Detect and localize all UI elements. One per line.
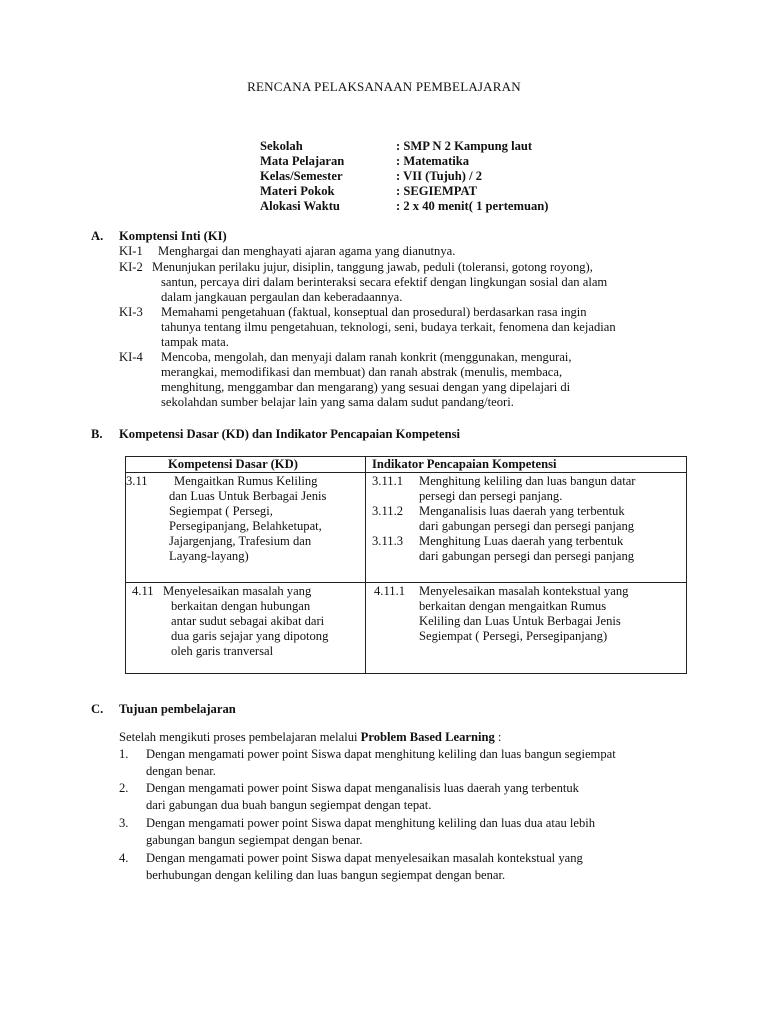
indicator-text: persegi dan persegi panjang.: [419, 489, 563, 503]
table-row: [126, 473, 687, 583]
kd-text-line2: berkaitan dengan hubungan: [171, 599, 311, 613]
ki-3-code: KI-3: [119, 305, 143, 319]
objective-number: 1.: [119, 747, 129, 761]
ki-4-text-line4: sekolahdan sumber belajar lain yang sama dalam sudut pandang/teori.: [161, 395, 514, 409]
kd-text-line3: Segiempat ( Persegi,: [169, 504, 273, 518]
ki-2-code: KI-2: [119, 260, 143, 274]
indicator-cell-3-11: [366, 473, 687, 583]
indicator-code: 3.11.1: [372, 474, 404, 488]
indicator-text: Menghitung Luas daerah yang terbentuk: [419, 534, 624, 548]
objective-text: Dengan mengamati power point Siswa dapat menganalisis luas daerah yang terbentuk: [146, 781, 579, 795]
ki-3-text-line3: tampak mata.: [161, 335, 229, 349]
method-name: Problem Based Learning: [360, 730, 495, 744]
ki-2-text-line2: santun, percaya diri dalam berinteraksi secara efektif dengan lingkungan sosial dan alam: [161, 275, 608, 289]
indicator-text: Menganalisis luas daerah yang terbentuk: [419, 504, 625, 518]
objectives-intro: [119, 730, 501, 745]
kd-text-line1: Mengaitkan Rumus Keliling: [174, 474, 318, 488]
ki-4-code: KI-4: [119, 350, 143, 364]
kd-text-line5: Jajargenjang, Trafesium dan: [169, 534, 312, 548]
indicator-text: berkaitan dengan mengaitkan Rumus: [419, 599, 607, 613]
kd-code: 4.11: [132, 584, 154, 598]
ki-4-text-line1: Mencoba, mengolah, dan menyaji dalam ranah konkrit (menggunakan, mengurai,: [161, 350, 572, 364]
kd-code: 3.11: [126, 474, 148, 488]
objective-number: 2.: [119, 781, 129, 795]
kd-cell-3-11: [126, 473, 366, 583]
identity-label-time: Alokasi Waktu: [260, 199, 340, 213]
section-b-letter: B.: [91, 427, 103, 441]
ki-3-text-line2: tahunya tentang ilmu pengetahuan, teknologi, seni, budaya terkait, fenomena dan kejadian: [161, 320, 616, 334]
kd-text-line3: antar sudut sebagai akibat dari: [171, 614, 325, 628]
section-c-letter: C.: [91, 702, 104, 716]
ki-2-text-line3: dalam jangkauan pergaulan dan keberadaannya.: [161, 290, 403, 304]
identity-value-school: : SMP N 2 Kampung laut: [396, 139, 533, 153]
indicator-text: Menghitung keliling dan luas bangun datar: [419, 474, 636, 488]
intro-suffix: :: [494, 730, 502, 744]
table-row: [126, 583, 687, 674]
kd-table-header-row: [126, 457, 687, 473]
objective-text: Dengan mengamati power point Siswa dapat menyelesaikan masalah kontekstual yang: [146, 851, 583, 865]
indicator-code: 3.11.3: [372, 534, 404, 548]
section-a-title: Komptensi Inti (KI): [119, 229, 227, 243]
ki-3-text-line1: Memahami pengetahuan (faktual, konseptual dan prosedural) berdasarkan rasa ingin: [161, 305, 587, 319]
identity-value-time: : 2 x 40 menit( 1 pertemuan): [396, 199, 549, 213]
ki-1-code: KI-1: [119, 244, 143, 258]
objective-number: 3.: [119, 816, 129, 830]
ki-2-text-line1: Menunjukan perilaku jujur, disiplin, tanggung jawab, peduli (toleransi, gotong royong),: [152, 260, 593, 274]
identity-label-subject: Mata Pelajaran: [260, 154, 345, 168]
objective-text: dengan benar.: [146, 764, 216, 778]
intro-prefix: Setelah mengikuti proses pembelajaran melalui: [119, 730, 361, 744]
section-b-title: Kompetensi Dasar (KD) dan Indikator Pencapaian Kompetensi: [119, 427, 460, 441]
ki-4-text-line2: merangkai, memodifikasi dan membuat) dan ranah abstrak (menulis, membaca,: [161, 365, 563, 379]
objective-text: gabungan bangun segiempat dengan benar.: [146, 833, 363, 847]
identity-value-class: : VII (Tujuh) / 2: [396, 169, 483, 183]
indicator-header-cell: [366, 457, 687, 473]
objective-number: 4.: [119, 851, 129, 865]
indicator-text: Segiempat ( Persegi, Persegipanjang): [419, 629, 608, 643]
identity-label-class: Kelas/Semester: [260, 169, 343, 183]
ki-4-text-line3: menghitung, menggambar dan mengarang) yang sesuai dengan yang dipelajari di: [161, 380, 571, 394]
indicator-code: 3.11.2: [372, 504, 404, 518]
kd-text-line2: dan Luas Untuk Berbagai Jenis: [169, 489, 327, 503]
indicator-text: Menyelesaikan masalah kontekstual yang: [419, 584, 629, 598]
kd-header-cell: [126, 457, 366, 473]
identity-value-topic: : SEGIEMPAT: [396, 184, 478, 198]
kd-text-line4: dua garis sejajar yang dipotong: [171, 629, 329, 643]
kd-table: [125, 456, 687, 674]
objective-text: berhubungan dengan keliling dan luas bangun segiempat dengan benar.: [146, 868, 506, 882]
identity-label-school: Sekolah: [260, 139, 303, 153]
indicator-text: dari gabungan persegi dan persegi panjang: [419, 549, 635, 563]
kd-text-line6: Layang-layang): [169, 549, 249, 563]
indicator-code: 4.11.1: [374, 584, 406, 598]
indicator-header: Indikator Pencapaian Kompetensi: [372, 457, 557, 471]
objective-text: Dengan mengamati power point Siswa dapat menghitung keliling dan luas dua atau lebih: [146, 816, 596, 830]
section-c-title: Tujuan pembelajaran: [119, 702, 236, 716]
identity-value-subject: : Matematika: [396, 154, 470, 168]
kd-header: Kompetensi Dasar (KD): [168, 457, 298, 471]
kd-text-line1: Menyelesaikan masalah yang: [163, 584, 312, 598]
ki-1-text: Menghargai dan menghayati ajaran agama yang dianutnya.: [158, 244, 456, 258]
objective-text: dari gabungan dua buah bangun segiempat dengan tepat.: [146, 798, 432, 812]
identity-label-topic: Materi Pokok: [260, 184, 335, 198]
indicator-cell-4-11: [366, 583, 687, 674]
kd-cell-4-11: [126, 583, 366, 674]
kd-text-line4: Persegipanjang, Belahketupat,: [169, 519, 322, 533]
objective-text: Dengan mengamati power point Siswa dapat menghitung keliling dan luas bangun segiempat: [146, 747, 616, 761]
indicator-text: Keliling dan Luas Untuk Berbagai Jenis: [419, 614, 621, 628]
document-title: RENCANA PELAKSANAAN PEMBELAJARAN: [247, 79, 521, 94]
section-a-letter: A.: [91, 229, 104, 243]
indicator-text: dari gabungan persegi dan persegi panjang: [419, 519, 635, 533]
kd-text-line5: oleh garis tranversal: [171, 644, 274, 658]
